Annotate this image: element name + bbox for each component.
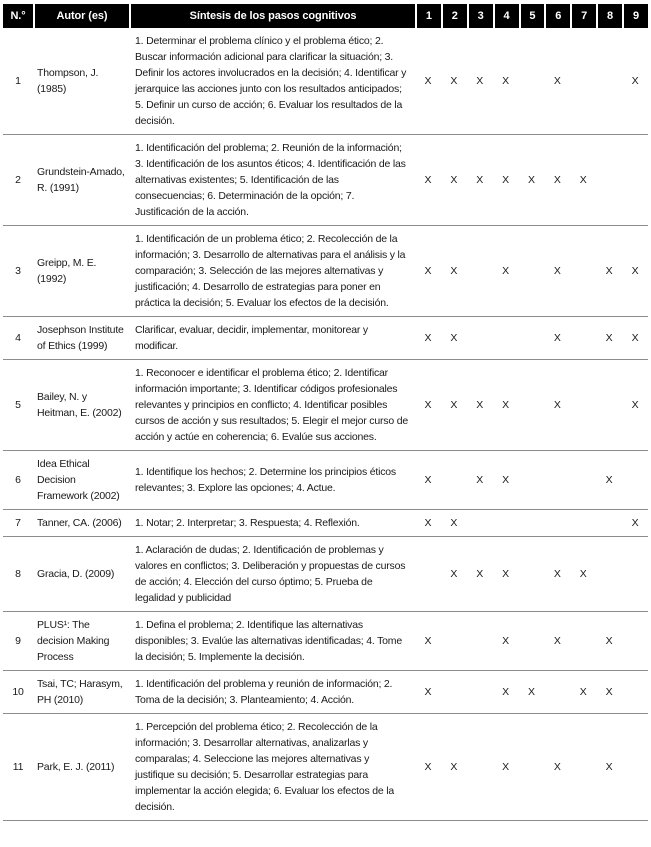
mark-cell-step-7 (570, 317, 596, 360)
row-synthesis: 1. Identificación del problema y reunión de información; 2. Toma de la decisión; 3. Planteamiento; 4. Acción. (129, 671, 415, 714)
mark-cell-step-1: X (415, 135, 441, 226)
mark-cell-step-8: X (596, 451, 622, 510)
row-synthesis: 1. Aclaración de dudas; 2. Identificación de problemas y valores en conflictos; 3. Deliberación y propuestas de cursos de acción; 4. Elección del curso óptimo; 5. Prueba de legalidad y publicidad (129, 537, 415, 612)
mark-cell-step-6 (544, 451, 570, 510)
mark-cell-step-9: X (622, 226, 648, 317)
mark-cell-step-9 (622, 714, 648, 821)
mark-cell-step-6: X (544, 537, 570, 612)
table-row (3, 360, 648, 451)
mark-cell-step-9: X (622, 28, 648, 135)
mark-cell-step-2: X (441, 537, 467, 612)
table-row (3, 28, 648, 135)
header-step-9: 9 (622, 4, 648, 28)
row-author: Josephson Institute of Ethics (1999) (33, 317, 129, 360)
row-number: 7 (3, 510, 33, 537)
mark-cell-step-9 (622, 135, 648, 226)
cognitive-steps-table (3, 4, 648, 821)
mark-cell-step-4: X (493, 360, 519, 451)
header-step-3: 3 (467, 4, 493, 28)
header-step-4: 4 (493, 4, 519, 28)
mark-cell-step-7 (570, 360, 596, 451)
mark-cell-step-3: X (467, 28, 493, 135)
mark-cell-step-1: X (415, 714, 441, 821)
mark-cell-step-5 (519, 226, 545, 317)
row-number: 10 (3, 671, 33, 714)
mark-cell-step-3: X (467, 360, 493, 451)
table-row (3, 714, 648, 821)
mark-cell-step-6: X (544, 317, 570, 360)
mark-cell-step-4: X (493, 226, 519, 317)
table-row (3, 317, 648, 360)
mark-cell-step-5: X (519, 135, 545, 226)
mark-cell-step-6: X (544, 226, 570, 317)
mark-cell-step-1: X (415, 451, 441, 510)
row-synthesis: 1. Percepción del problema ético; 2. Recolección de la información; 3. Desarrollar alternativas, analizarlas y comparalas; 4. Seleccione las mejores alternativas y justifique su decisión; 5. Desarrollar estrategias para implementar la acción elegida; 6. Evaluar los efectos de la decisión. (129, 714, 415, 821)
header-author: Autor (es) (33, 4, 129, 28)
mark-cell-step-1: X (415, 226, 441, 317)
mark-cell-step-6 (544, 671, 570, 714)
mark-cell-step-5 (519, 714, 545, 821)
row-author: Greipp, M. E. (1992) (33, 226, 129, 317)
header-row (3, 4, 648, 28)
mark-cell-step-1: X (415, 317, 441, 360)
mark-cell-step-1: X (415, 28, 441, 135)
table-row (3, 135, 648, 226)
row-author: PLUS¹: The decision Making Process (33, 612, 129, 671)
row-author: Bailey, N. y Heitman, E. (2002) (33, 360, 129, 451)
row-number: 3 (3, 226, 33, 317)
mark-cell-step-6: X (544, 612, 570, 671)
mark-cell-step-5 (519, 28, 545, 135)
mark-cell-step-3 (467, 317, 493, 360)
mark-cell-step-7: X (570, 671, 596, 714)
header-step-1: 1 (415, 4, 441, 28)
mark-cell-step-2: X (441, 714, 467, 821)
mark-cell-step-1: X (415, 510, 441, 537)
mark-cell-step-8: X (596, 612, 622, 671)
mark-cell-step-4: X (493, 537, 519, 612)
mark-cell-step-8: X (596, 714, 622, 821)
mark-cell-step-6: X (544, 360, 570, 451)
mark-cell-step-4: X (493, 714, 519, 821)
mark-cell-step-4: X (493, 612, 519, 671)
table-row (3, 226, 648, 317)
row-author: Park, E. J. (2011) (33, 714, 129, 821)
mark-cell-step-3 (467, 510, 493, 537)
row-number: 5 (3, 360, 33, 451)
mark-cell-step-3 (467, 714, 493, 821)
mark-cell-step-2: X (441, 510, 467, 537)
row-synthesis: 1. Identificación del problema; 2. Reunión de la información; 3. Identificación de los asuntos éticos; 4. Identificación de las alternativas existentes; 5. Identificación de las consecuencias; 6. Determinación de la opción; 7. Justificación de la acción. (129, 135, 415, 226)
row-author: Grundstein-Amado, R. (1991) (33, 135, 129, 226)
mark-cell-step-6: X (544, 714, 570, 821)
mark-cell-step-3: X (467, 135, 493, 226)
mark-cell-step-8: X (596, 317, 622, 360)
mark-cell-step-5 (519, 451, 545, 510)
row-synthesis: Clarificar, evaluar, decidir, implementar, monitorear y modificar. (129, 317, 415, 360)
table-header (3, 4, 648, 28)
table-row (3, 510, 648, 537)
row-number: 9 (3, 612, 33, 671)
mark-cell-step-1: X (415, 671, 441, 714)
mark-cell-step-7 (570, 510, 596, 537)
mark-cell-step-5 (519, 360, 545, 451)
row-synthesis: 1. Identifique los hechos; 2. Determine los principios éticos relevantes; 3. Explore las opciones; 4. Actue. (129, 451, 415, 510)
row-author: Tsai, TC; Harasym, PH (2010) (33, 671, 129, 714)
mark-cell-step-9: X (622, 317, 648, 360)
row-number: 1 (3, 28, 33, 135)
mark-cell-step-1: X (415, 612, 441, 671)
mark-cell-step-3: X (467, 451, 493, 510)
mark-cell-step-8: X (596, 226, 622, 317)
mark-cell-step-4 (493, 510, 519, 537)
header-step-8: 8 (596, 4, 622, 28)
mark-cell-step-7 (570, 451, 596, 510)
mark-cell-step-2: X (441, 360, 467, 451)
row-author: Gracia, D. (2009) (33, 537, 129, 612)
row-author: Tanner, CA. (2006) (33, 510, 129, 537)
row-number: 2 (3, 135, 33, 226)
mark-cell-step-5 (519, 537, 545, 612)
mark-cell-step-4: X (493, 135, 519, 226)
mark-cell-step-7 (570, 28, 596, 135)
mark-cell-step-5 (519, 317, 545, 360)
mark-cell-step-8 (596, 510, 622, 537)
mark-cell-step-7: X (570, 135, 596, 226)
table-row (3, 612, 648, 671)
row-author: Idea Ethical Decision Framework (2002) (33, 451, 129, 510)
row-number: 11 (3, 714, 33, 821)
mark-cell-step-2 (441, 451, 467, 510)
mark-cell-step-5 (519, 510, 545, 537)
mark-cell-step-5: X (519, 671, 545, 714)
mark-cell-step-3 (467, 671, 493, 714)
mark-cell-step-2: X (441, 226, 467, 317)
mark-cell-step-4: X (493, 28, 519, 135)
mark-cell-step-8: X (596, 671, 622, 714)
mark-cell-step-7: X (570, 537, 596, 612)
mark-cell-step-9 (622, 537, 648, 612)
mark-cell-step-3: X (467, 537, 493, 612)
mark-cell-step-2: X (441, 317, 467, 360)
row-number: 6 (3, 451, 33, 510)
mark-cell-step-3 (467, 226, 493, 317)
header-num: N.° (3, 4, 33, 28)
mark-cell-step-8 (596, 28, 622, 135)
mark-cell-step-1: X (415, 360, 441, 451)
mark-cell-step-9 (622, 451, 648, 510)
mark-cell-step-6: X (544, 28, 570, 135)
table-row (3, 451, 648, 510)
mark-cell-step-9 (622, 612, 648, 671)
mark-cell-step-6: X (544, 135, 570, 226)
row-number: 8 (3, 537, 33, 612)
row-number: 4 (3, 317, 33, 360)
mark-cell-step-5 (519, 612, 545, 671)
mark-cell-step-1 (415, 537, 441, 612)
mark-cell-step-9 (622, 671, 648, 714)
mark-cell-step-7 (570, 714, 596, 821)
mark-cell-step-4: X (493, 671, 519, 714)
header-synthesis: Síntesis de los pasos cognitivos (129, 4, 415, 28)
mark-cell-step-8 (596, 537, 622, 612)
mark-cell-step-2: X (441, 28, 467, 135)
mark-cell-step-9: X (622, 360, 648, 451)
mark-cell-step-2 (441, 612, 467, 671)
mark-cell-step-9: X (622, 510, 648, 537)
row-synthesis: 1. Reconocer e identificar el problema ético; 2. Identificar información importante; 3. Identificar códigos profesionales relevantes y principios en conflicto; 4. Identificar posibles cursos de acción y sus resultados; 5. Elegir el mejor curso de acción y actúe en coherencia; 6. Evalúe sus acciones. (129, 360, 415, 451)
header-step-6: 6 (544, 4, 570, 28)
table-body (3, 28, 648, 821)
mark-cell-step-7 (570, 612, 596, 671)
table-row (3, 537, 648, 612)
mark-cell-step-7 (570, 226, 596, 317)
mark-cell-step-8 (596, 360, 622, 451)
mark-cell-step-2 (441, 671, 467, 714)
row-author: Thompson, J. (1985) (33, 28, 129, 135)
mark-cell-step-8 (596, 135, 622, 226)
header-step-2: 2 (441, 4, 467, 28)
mark-cell-step-4 (493, 317, 519, 360)
row-synthesis: 1. Determinar el problema clínico y el problema ético; 2. Buscar información adicional para clarificar la situación; 3. Definir los actores involucrados en la decisión; 4. Identificar y jerarquice las acciones junto con los resultados anticipados; 5. Definir un curso de acción; 6. Evaluar los resultados de la decisión. (129, 28, 415, 135)
mark-cell-step-3 (467, 612, 493, 671)
row-synthesis: 1. Identificación de un problema ético; 2. Recolección de la información; 3. Desarrollo de alternativas para el análisis y la comparación; 3. Selección de las mejores alternativas y justificación; 4. Desarrollo de estrategias para poner en práctica la decisión; 5. Evaluar los efectos de la decisión. (129, 226, 415, 317)
table-row (3, 671, 648, 714)
row-synthesis: 1. Notar; 2. Interpretar; 3. Respuesta; 4. Reflexión. (129, 510, 415, 537)
mark-cell-step-4: X (493, 451, 519, 510)
mark-cell-step-2: X (441, 135, 467, 226)
header-step-5: 5 (519, 4, 545, 28)
header-step-7: 7 (570, 4, 596, 28)
mark-cell-step-6 (544, 510, 570, 537)
row-synthesis: 1. Defina el problema; 2. Identifique las alternativas disponibles; 3. Evalúe las alternativas identificadas; 4. Tome la decisión; 5. Implemente la decisión. (129, 612, 415, 671)
